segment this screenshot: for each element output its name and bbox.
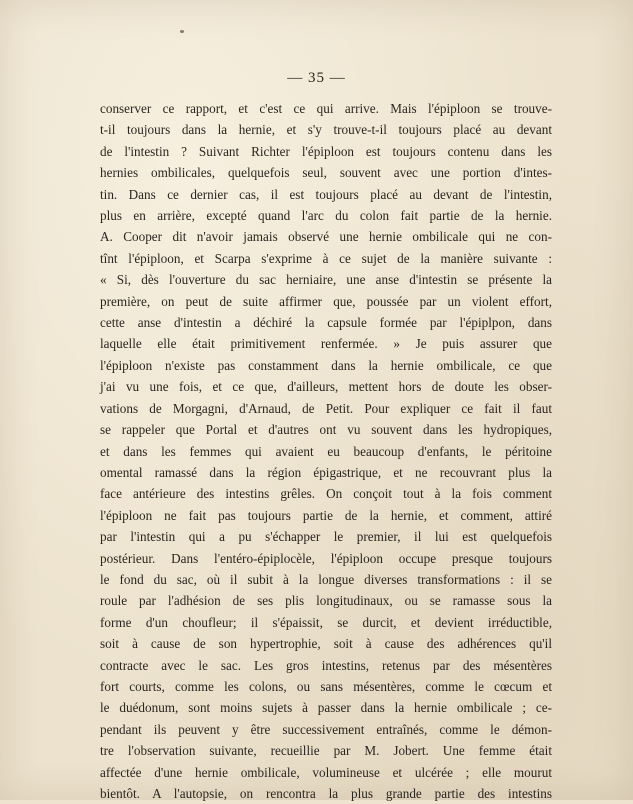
ink-speck	[180, 30, 184, 33]
text-line: laquelle elle était primitivement renfermée. » Je puis assurer que	[100, 336, 552, 352]
text-line: tînt l'épiploon, et Scarpa s'exprime à ce sujet de la manière suivante :	[100, 250, 552, 266]
page-number: — 35 —	[287, 70, 346, 86]
text-line: contracte avec le sac. Les gros intestins, retenus par des mésentères	[100, 657, 552, 673]
text-line: j'ai vu une fois, et ce que, d'ailleurs, mettent hors de doute les obser-	[100, 379, 552, 395]
text-line: A. Cooper dit n'avoir jamais observé une hernie ombilicale qui ne con-	[100, 229, 552, 245]
text-line: « Si, dès l'ouverture du sac herniaire, une anse d'intestin se présente la	[100, 272, 552, 288]
text-line: hernies ombilicales, quelquefois seul, souvent avec une portion d'intes-	[100, 165, 552, 181]
text-line: conserver ce rapport, et c'est ce qui arrive. Mais l'épiploon se trouve-	[100, 101, 552, 116]
text-line: l'épiploon n'existe pas constamment dans la hernie ombilicale, ce que	[100, 357, 552, 373]
text-line: t-il toujours dans la hernie, et s'y trouve-t-il toujours placé au devant	[100, 122, 552, 138]
text-line: soit à cause de son hypertrophie, soit à cause des adhérences qu'il	[100, 636, 552, 652]
text-line: tre l'observation suivante, recueillie par M. Jobert. Une femme était	[100, 743, 552, 759]
text-line: vations de Morgagni, d'Arnaud, de Petit. Pour expliquer ce fait il faut	[100, 400, 552, 416]
text-line: omental ramassé dans la région épigastrique, et ne recouvrant plus la	[100, 464, 552, 480]
text-line: l'épiploon ne fait pas toujours partie de la hernie, et comment, attiré	[100, 507, 552, 523]
text-line: se rappeler que Portal et d'autres ont vu souvent dans les hydropiques,	[100, 422, 552, 438]
text-line: par l'intestin qui a pu s'échapper le premier, il lui est quelquefois	[100, 529, 552, 545]
body-text	[100, 98, 552, 804]
text-line: forme d'un choufleur; il s'épaissit, se durcit, et devient irréductible,	[100, 614, 552, 630]
text-line: pendant ils peuvent y être successivement entraînés, comme le démon-	[100, 721, 552, 737]
text-line: le fond du sac, où il subit à la longue diverses transformations : il se	[100, 571, 552, 587]
text-line: postérieur. Dans l'entéro-épiplocèle, l'épiploon occupe presque toujours	[100, 550, 552, 566]
text-line: plus en arrière, excepté quand l'arc du colon fait partie de la hernie.	[100, 208, 552, 224]
text-line: bientôt. A l'autopsie, on rencontra la plus grande partie des intestins	[100, 786, 552, 801]
text-line: face antérieure des intestins grêles. On conçoit tout à la fois comment	[100, 486, 552, 502]
text-line: le duédonum, sont moins sujets à passer dans la hernie ombilicale ; ce-	[100, 700, 552, 716]
text-line: première, on peut de suite affirmer que, poussée par un violent effort,	[100, 293, 552, 309]
text-line: affectée d'une hernie ombilicale, volumineuse et ulcérée ; elle mourut	[100, 764, 552, 780]
text-line: cette anse d'intestin a déchiré la capsule formée par l'épiplpon, dans	[100, 315, 552, 331]
text-line: tin. Dans ce dernier cas, il est toujours placé au devant de l'intestin,	[100, 186, 552, 202]
text-line: et dans les femmes qui avaient eu beaucoup d'enfants, le péritoine	[100, 443, 552, 459]
text-line: de l'intestin ? Suivant Richter l'épiploon est toujours contenu dans les	[100, 143, 552, 159]
text-line: fort courts, comme les colons, ou sans mésentères, comme le cœcum et	[100, 678, 552, 694]
text-line: roule par l'adhésion de ses plis longitudinaux, ou se ramasse sous la	[100, 593, 552, 609]
